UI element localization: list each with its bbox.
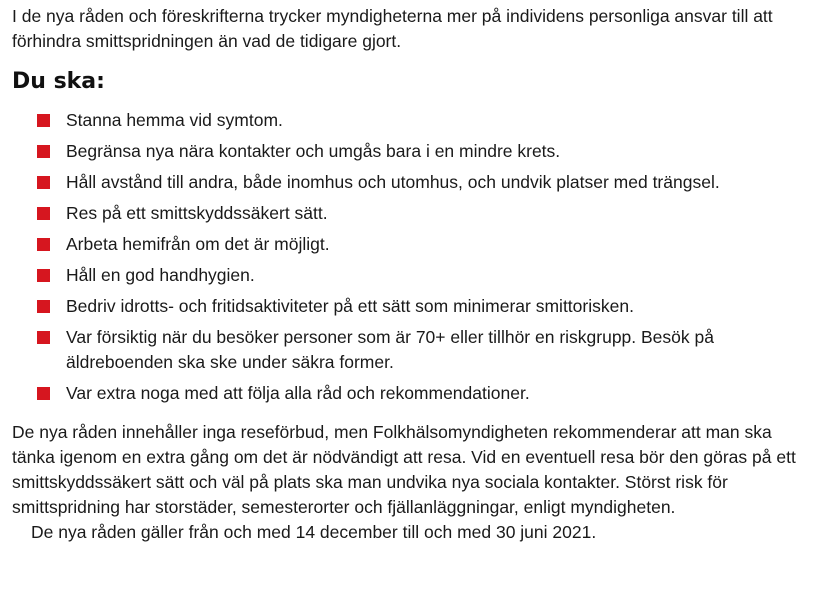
article bbox=[12, 4, 812, 545]
list-item-text: Arbeta hemifrån om det är möjligt. bbox=[66, 234, 330, 254]
list-item bbox=[12, 201, 812, 226]
advice-list bbox=[12, 108, 812, 406]
list-item bbox=[12, 325, 812, 375]
list-item bbox=[12, 381, 812, 406]
list-item-text: Res på ett smittskyddssäkert sätt. bbox=[66, 203, 328, 223]
bullet-square-icon bbox=[37, 114, 50, 127]
list-item bbox=[12, 294, 812, 319]
section-heading: Du ska: bbox=[12, 69, 105, 94]
bullet-square-icon bbox=[37, 207, 50, 220]
list-item-text: Bedriv idrotts- och fritidsaktiviteter på ett sätt som minimerar smittorisken. bbox=[66, 296, 634, 316]
list-item-text: Håll avstånd till andra, både inomhus och utomhus, och undvik platser med trängsel. bbox=[66, 172, 720, 192]
intro-paragraph: I de nya råden och föreskrifterna trycker myndigheterna mer på individens personliga ansvar till att förhindra smittspridningen än vad de tidigare gjort. bbox=[12, 6, 773, 51]
bullet-square-icon bbox=[37, 145, 50, 158]
bullet-square-icon bbox=[37, 331, 50, 344]
list-item-text: Håll en god handhygien. bbox=[66, 265, 255, 285]
closing-paragraph: De nya råden gäller från och med 14 december till och med 30 juni 2021. bbox=[31, 522, 597, 542]
bullet-square-icon bbox=[37, 238, 50, 251]
list-item bbox=[12, 139, 812, 164]
list-item bbox=[12, 232, 812, 257]
list-item-text: Var extra noga med att följa alla råd och rekommendationer. bbox=[66, 383, 530, 403]
bullet-square-icon bbox=[37, 387, 50, 400]
bullet-square-icon bbox=[37, 269, 50, 282]
bullet-square-icon bbox=[37, 176, 50, 189]
body-paragraph: De nya råden innehåller inga reseförbud, men Folkhälsomyndigheten rekommenderar att man ska tänka igenom en extra gång om det är nödvändigt att resa. Vid en eventuell resa bör den göras på ett smittskyddssäkert sätt och väl på plats ska man undvika nya sociala kontakter. Störst risk för smittspridning har storstäder, semesterorter och fjällanläggningar, enligt myndigheten. bbox=[12, 422, 796, 517]
list-item-text: Stanna hemma vid symtom. bbox=[66, 110, 283, 130]
list-item bbox=[12, 170, 812, 195]
list-item bbox=[12, 263, 812, 288]
list-item-text: Begränsa nya nära kontakter och umgås bara i en mindre krets. bbox=[66, 141, 561, 161]
list-item bbox=[12, 108, 812, 133]
bullet-square-icon bbox=[37, 300, 50, 313]
list-item-text: Var försiktig när du besöker personer som är 70+ eller tillhör en riskgrupp. Besök på äldreboenden ska ske under säkra former. bbox=[66, 327, 714, 372]
